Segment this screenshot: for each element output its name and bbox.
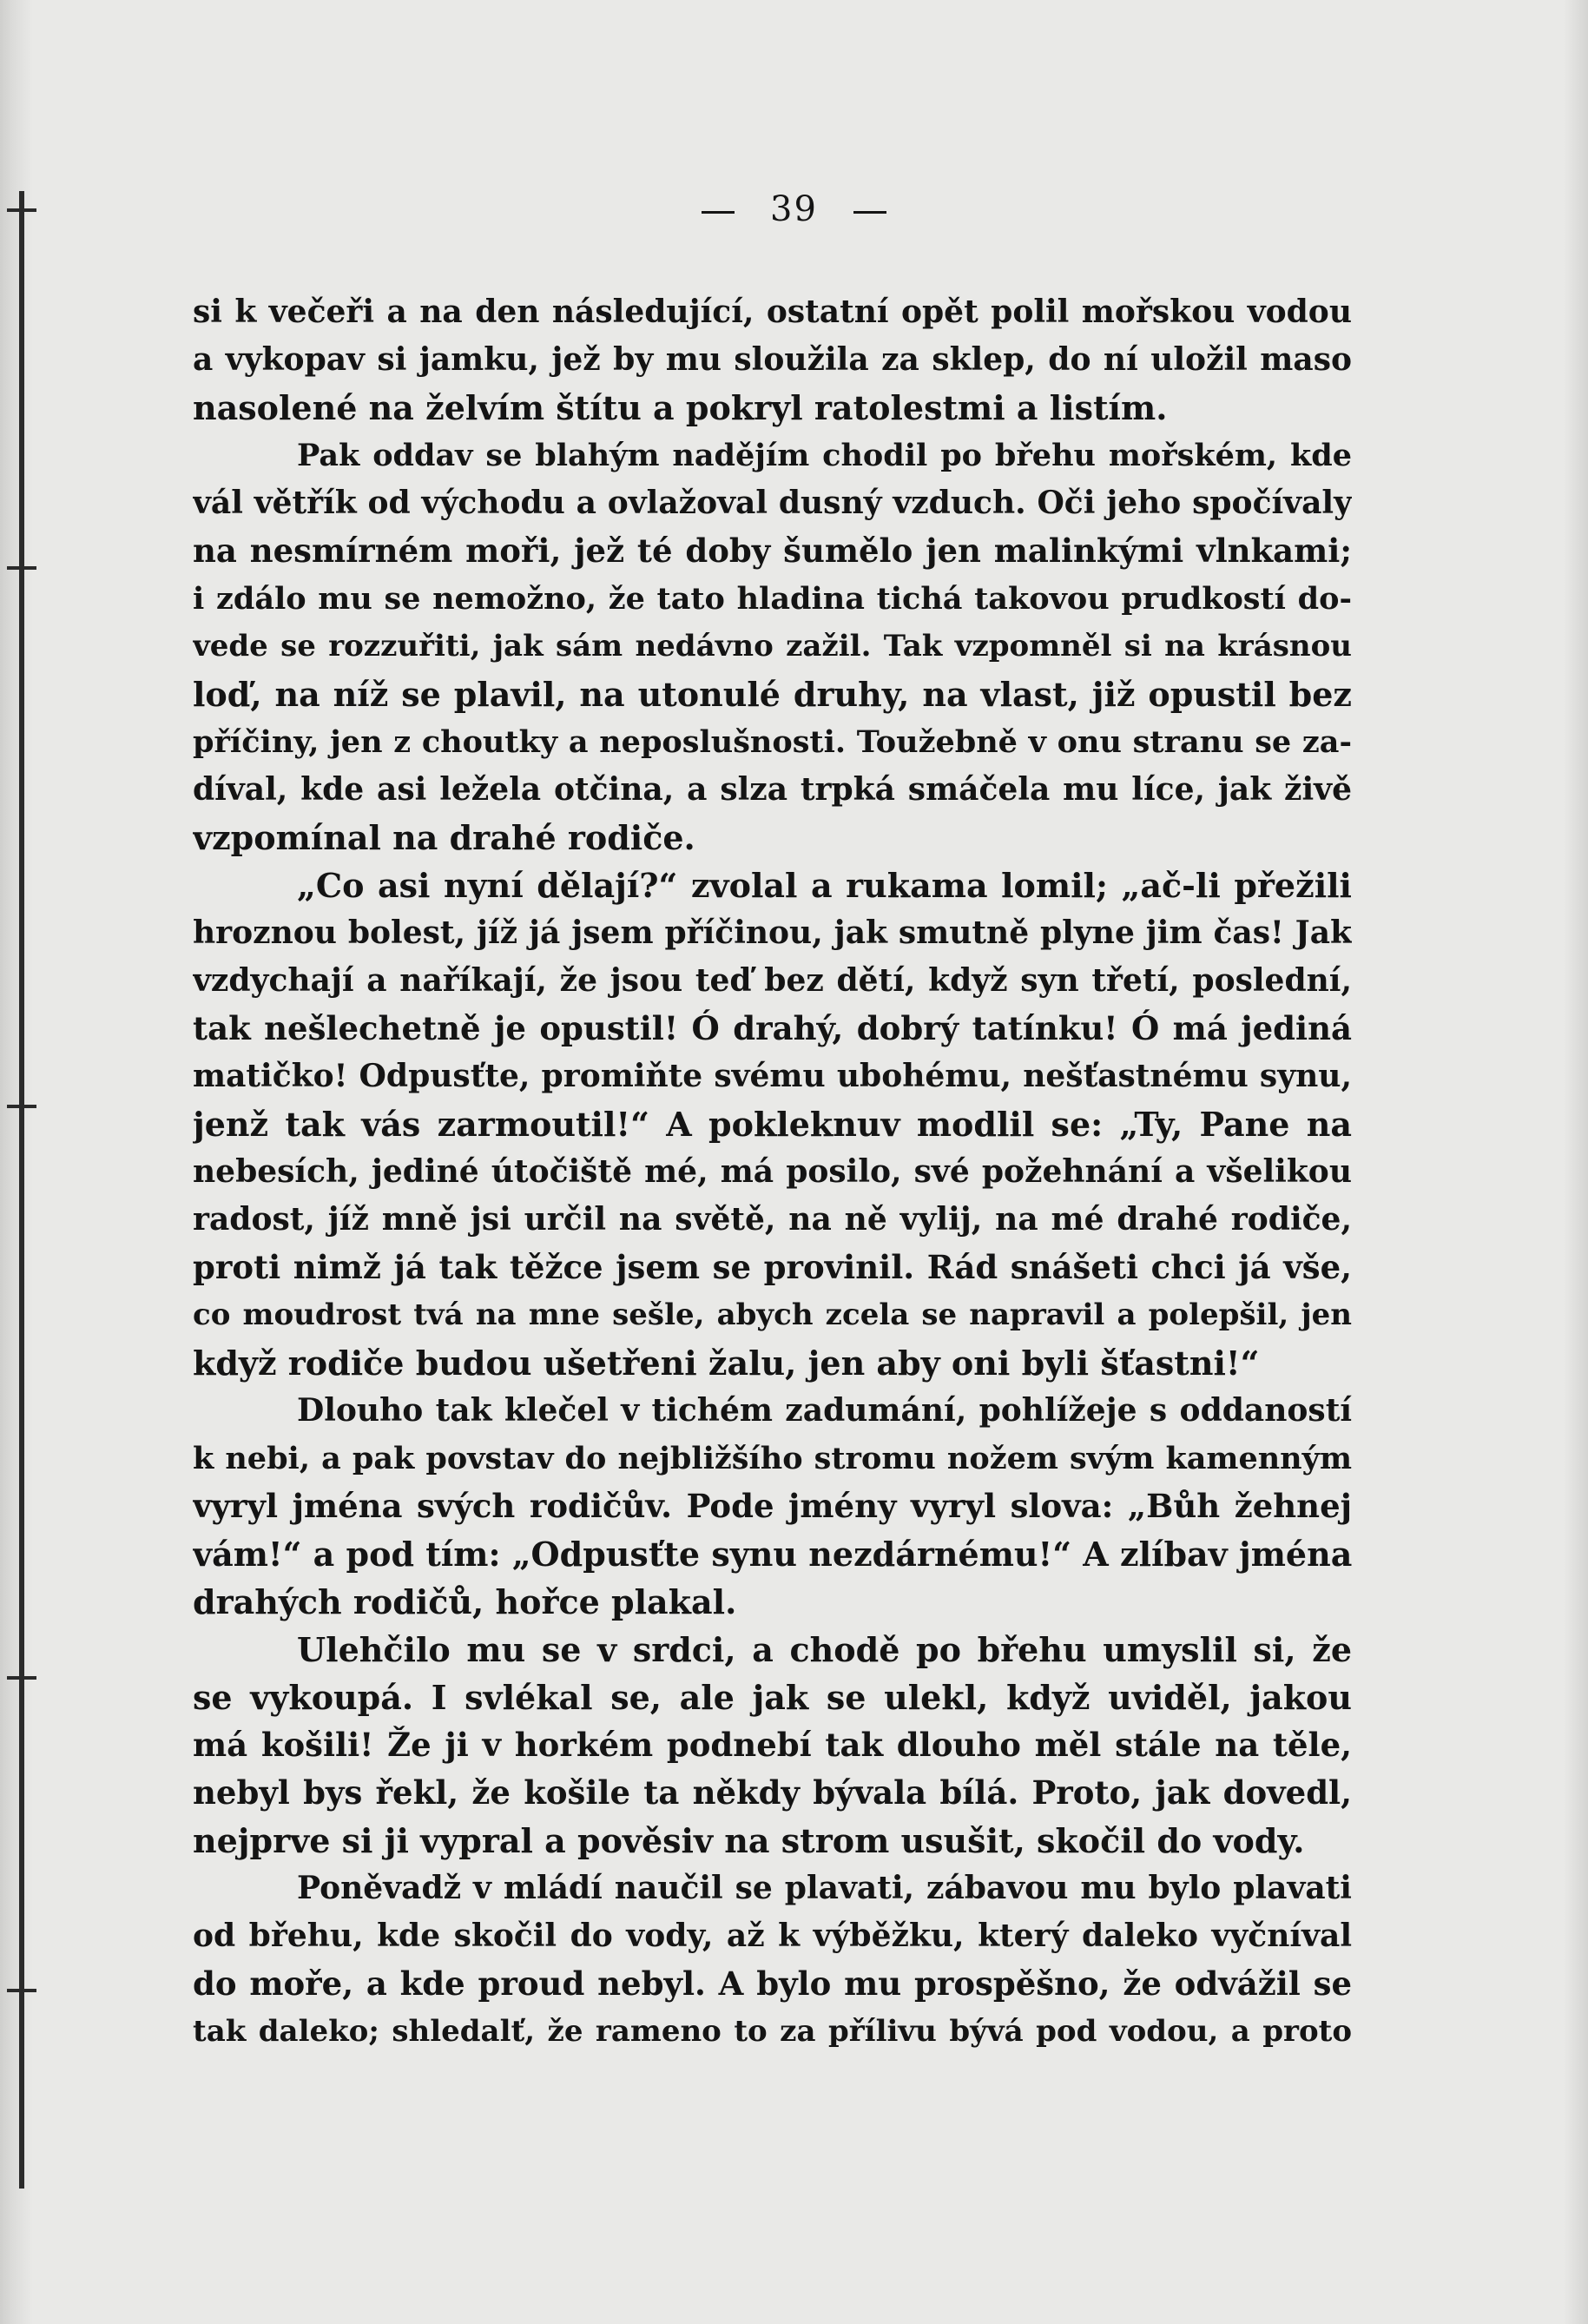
text-line: vyryl jména svých rodičův. Pode jmény vyryl slova: „Bůh žehnej — [193, 1487, 1352, 1525]
binding-mark — [7, 1989, 36, 1992]
text-line: nejprve si ji vypral a pověsiv na strom usušit, skočil do vody. — [193, 1821, 1305, 1860]
text-line: vzdychají a naříkají, že jsou teď bez dětí, když syn třetí, poslední, — [193, 962, 1352, 999]
scan-right-edge — [1564, 0, 1588, 2324]
text-line: se vykoupá. I svlékal se, ale jak se ulekl, když uviděl, jakou — [193, 1678, 1352, 1717]
text-line: Ulehčilo mu se v srdci, a chodě po břehu umyslil si, že — [297, 1630, 1352, 1669]
text-line: drahých rodičů, hořce plakal. — [193, 1582, 737, 1621]
text-line: radost, jíž mně jsi určil na světě, na ně vylij, na mé drahé rodiče, — [193, 1201, 1352, 1238]
text-line: tak nešlechetně je opustil! Ó drahý, dobrý tatínku! Ó má jediná — [193, 1009, 1352, 1047]
text-line: hroznou bolest, jíž já jsem příčinou, jak smutně plyne jim čas! Jak — [193, 914, 1352, 951]
text-line: vál větřík od východu a ovlažoval dusný vzduch. Oči jeho spočívaly — [193, 485, 1352, 521]
text-line: od břehu, kde skočil do vody, až k výběžku, který daleko vyčníval — [193, 1918, 1352, 1954]
text-line: si k večeři a na den následující, ostatní opět polil mořskou vodou — [193, 294, 1352, 330]
text-line: vzpomínal na drahé rodiče. — [193, 818, 695, 857]
text-line: vám!“ a pod tím: „Odpusťte synu nezdárnému!“ A zlíbav jména — [193, 1535, 1352, 1574]
body-text — [193, 288, 1352, 2056]
dash-left — [702, 211, 735, 214]
text-line: nebesích, jediné útočiště mé, má posilo, své požehnání a všelikou — [193, 1153, 1352, 1190]
text-line: má košili! Že ji v horkém podnebí tak dlouho měl stále na těle, — [193, 1726, 1352, 1764]
binding-mark — [7, 566, 36, 570]
binding-gutter-line — [19, 191, 24, 2189]
text-line: k nebi, a pak povstav do nejbližšího stromu nožem svým kamenným — [193, 1441, 1352, 1476]
text-line: a vykopav si jamku, jež by mu sloužila za sklep, do ní uložil maso — [193, 341, 1352, 378]
text-line: vede se rozzuřiti, jak sám nedávno zažil. Tak vzpomněl si na krásnou — [193, 629, 1352, 664]
text-line: Poněvadž v mládí naučil se plavati, zábavou mu bylo plavati — [297, 1870, 1352, 1906]
text-line: Dlouho tak klečel v tichém zadumání, pohlížeje s oddaností — [297, 1392, 1352, 1429]
text-line: nasolené na želvím štítu a pokryl ratolestmi a listím. — [193, 388, 1168, 427]
text-line: nebyl bys řekl, že košile ta někdy bývala bílá. Proto, jak dovedl, — [193, 1773, 1352, 1812]
dash-right — [853, 211, 886, 214]
text-line: na nesmírném moři, jež té doby šumělo jen malinkými vlnkami; — [193, 531, 1352, 570]
text-line: loď, na níž se plavil, na utonulé druhy, na vlast, již opustil bez — [193, 675, 1352, 714]
text-line: jenž tak vás zarmoutil!“ A pokleknuv modlil se: „Ty, Pane na — [193, 1105, 1352, 1144]
binding-mark — [7, 1105, 36, 1108]
text-line: „Co asi nyní dělají?“ zvolal a rukama lomil; „ač-li přežili — [297, 866, 1352, 905]
text-line: příčiny, jen z choutky a neposlušnosti. Toužebně v onu stranu se za- — [193, 724, 1352, 760]
text-line: když rodiče budou ušetřeni žalu, jen aby oni byli šťastni!“ — [193, 1344, 1260, 1383]
page-number-header — [0, 189, 1588, 229]
text-line: Pak oddav se blahým nadějím chodil po břehu mořském, kde — [297, 438, 1352, 473]
text-line: díval, kde asi ležela otčina, a slza trpká smáčela mu líce, jak živě — [193, 771, 1352, 808]
text-line: tak daleko; shledalť, že rameno to za přílivu bývá pod vodou, a proto — [193, 2014, 1352, 2049]
text-line: matičko! Odpusťte, promiňte svému ubohému, nešťastnému synu, — [193, 1058, 1352, 1094]
text-line: proti nimž já tak těžce jsem se provinil. Rád snášeti chci já vše, — [193, 1248, 1352, 1286]
text-line: i zdálo mu se nemožno, že tato hladina tichá takovou prudkostí do- — [193, 581, 1352, 617]
text-line: do moře, a kde proud nebyl. A bylo mu prospěšno, že odvážil se — [193, 1964, 1352, 2003]
scan-left-edge — [0, 0, 33, 2324]
binding-mark — [7, 1676, 36, 1680]
text-line: co moudrost tvá na mne sešle, abych zcela se napravil a polepšil, jen — [193, 1297, 1352, 1332]
page-number: 39 — [770, 189, 818, 229]
